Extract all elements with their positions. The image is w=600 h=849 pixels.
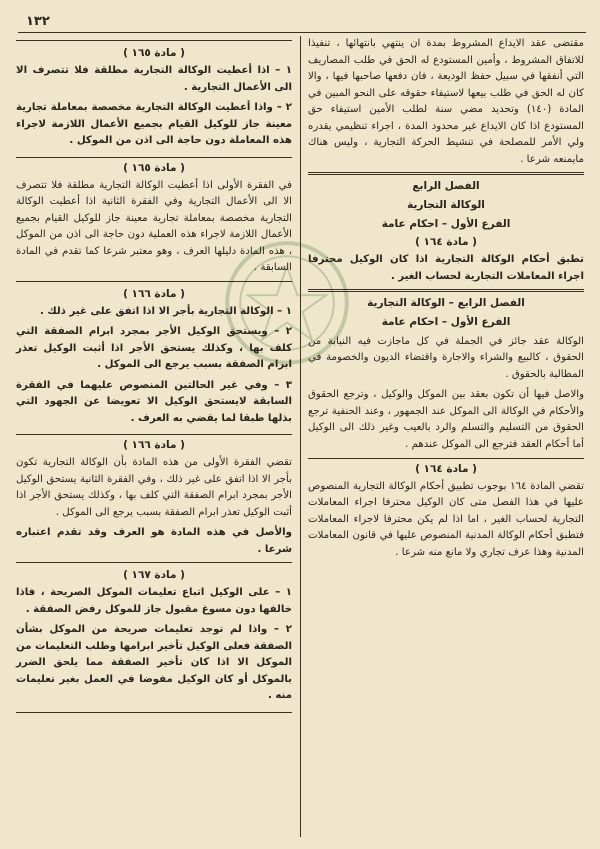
article-167-p1: ١ – على الوكيل اتباع تعليمات الموكل الصريحة ، فاذا خالفها دون مسوغ مقبول جاز للموكل رفض الصفقة . <box>16 587 292 615</box>
chapter-subtitle: الوكالة التجارية <box>407 198 485 211</box>
article-165-label: ( مادة ١٦٥ ) <box>123 47 185 59</box>
chapter-title: الفصل الرابع <box>412 180 480 193</box>
paragraph-3: تقضي المادة ١٦٤ بوجوب تطبيق أحكام الوكالة التجارية المنصوص عليها في هذا الفصل متى كان الوكيل محترفا اجراء المعاملات التجارية لحساب الغير ، اما اذا لم يكن محترفا لاجراء المعاملات فتطبق أحكام الوكالة المدنية المنصوص عليها في قانون المعاملات المدنية وهذا عرف تجاري ولا مانع منه شرعا . <box>308 480 584 558</box>
article-167-label: ( مادة ١٦٧ ) <box>123 569 185 582</box>
article-166-p2: ٢ – ويستحق الوكيل الأجر بمجرد ابرام الصفقة التي كلف بها ، وكذلك يستحق الأجر اذا أثبت الوكيل تعذر ابرام الصفقة بسبب يرجع الى الموكل . <box>16 326 292 371</box>
article-166-box <box>16 281 292 436</box>
article-166-p3: ٣ – وفي غير الحالتين المنصوص عليهما في الفقرة السابقة لايستحق الوكيل الا تعويضا عن الجهود التي بذلها طبقا لما يقضي به العرف . <box>16 379 292 424</box>
article-165-p1: ١ – اذا أعطيت الوكالة التجارية مطلقة فلا تتصرف الا الى الأعمال التجارية . <box>16 65 292 93</box>
article-164-label: ( مادة ١٦٤ ) <box>415 236 477 249</box>
article-165-box <box>16 40 292 158</box>
top-rule <box>18 32 586 33</box>
branch2-title: الفرع الأول – احكام عامة <box>381 316 511 329</box>
page-number: ١٣٢ <box>26 14 50 29</box>
rule-3 <box>308 458 584 459</box>
section-rule <box>308 172 584 175</box>
article-167-box <box>16 562 292 713</box>
right-column <box>308 36 584 837</box>
column-divider <box>300 36 301 837</box>
intro-paragraph: مقتضى عقد الايداع المشروط بمدة ان ينتهي بانتهائها ، تنفيذا للاتفاق المشروط ، وأمين المستودع له الحق في طلب المصاريف التي أنفقها في سبيل حفظ الوديعة ، فان دفعها صاحبها فيها ، والا كان له الحق في طلب بيعها لاستيفاء حقوقه على النحو المبين في المادة (١٤٠) وتحديد مضي سنة لطلب الأمين استيفاء حق المستودع اذا كان الايداع غير محدود المدة ، اجراء تنظيمي يقدره ولي الأمر للمصلحة في تنشيط الحركة التجارية ، وليس هناك مايمنعه شرعا . <box>308 38 585 165</box>
paragraph-1: الوكالة عقد جائز في الجملة في كل ماجازت فيه النيابة من الحقوق ، كالبيع والشراء والاجارة واقتضاء الديون والخصومة في المطالبة بالحقوق . <box>308 335 584 380</box>
article-166-p1: ١ – الوكالة التجارية بأجر الا اذا اتفق على غير ذلك . <box>39 305 292 317</box>
section-rule-2 <box>308 289 584 292</box>
article-166-note: تقضي الفقرة الأولى من هذه المادة بأن الوكالة التجارية تكون بأجر الا اذا اتفق على غير ذلك ، وفي الفقرة الثانية يستحق الوكيل الأجر بمجرد ابرام الصفقة التي كلف بها ، وكذلك يستحق الأجر اذا أثبت الوكيل تعذر ابرام الصفقة بسبب يرجع الى الموكل . <box>16 457 292 518</box>
article-165-p2: ٢ – واذا أعطيت الوكالة التجارية مخصصة بمعاملة تجارية معينة جاز للوكيل القيام بجميع الأعمال اللازمة لاجراء هذه المعاملة دون حاجة الى اذن من الموكل . <box>16 102 292 147</box>
article-166-label: ( مادة ١٦٦ ) <box>123 287 185 300</box>
article-165-label-2: ( مادة ١٦٥ ) <box>123 161 185 174</box>
chapter2-title: الفصل الرابع – الوكالة التجارية <box>367 297 525 310</box>
branch-title: الفرع الأول – احكام عامة <box>381 217 511 230</box>
paragraph-2: والاصل فيها أن تكون بعقد بين الموكل والوكيل ، وترجع الحقوق والأحكام في الوكالة الى الموكل عند الجمهور ، وعند الحنفية ترجع الحقوق من التسليم والتسلم والرد بالعيب وغير ذلك الى الوكيل أما أحكام العقد فترجع الى الموكل عندهم . <box>308 389 584 450</box>
article-164-label-2: ( مادة ١٦٤ ) <box>415 462 477 475</box>
left-column <box>16 36 292 837</box>
article-167-p2: ٢ – واذا لم توجد تعليمات صريحة من الموكل بشأن الصفقة فعلى الوكيل تأخير ابرامها وطلب التعليمات من الموكل الا اذا كان تأخير الصفقة مما يلحق الضرر بالموكل أو كان الوكيل مفوضا في العمل بغير تعليمات منه . <box>16 624 292 702</box>
article-166-label-2: ( مادة ١٦٦ ) <box>123 439 185 452</box>
article-166-basis: والأصل في هذه المادة هو العرف وقد تقدم اعتباره شرعا . <box>16 527 292 555</box>
article-165-note: في الفقرة الأولى اذا أعطيت الوكالة التجارية مطلقة فلا تتصرف الا الى الأعمال التجارية وفي الفقرة الثانية اذا أعطيت الوكالة التجارية مخصصة بمعاملة تجارية معينة جاز للوكيل القيام بجميع الأعمال اللازمة لاجراء هذه العملية دون حاجة الى اذن من الموكل ، هذه المادة دليلها العرف ، وهو معتبر شرعا كما تقدم في المادة السابقة . <box>16 179 292 274</box>
article-164-text: تطبق أحكام الوكالة التجارية اذا كان الوكيل محترفا اجراء المعاملات التجارية لحساب الغير . <box>308 254 584 282</box>
